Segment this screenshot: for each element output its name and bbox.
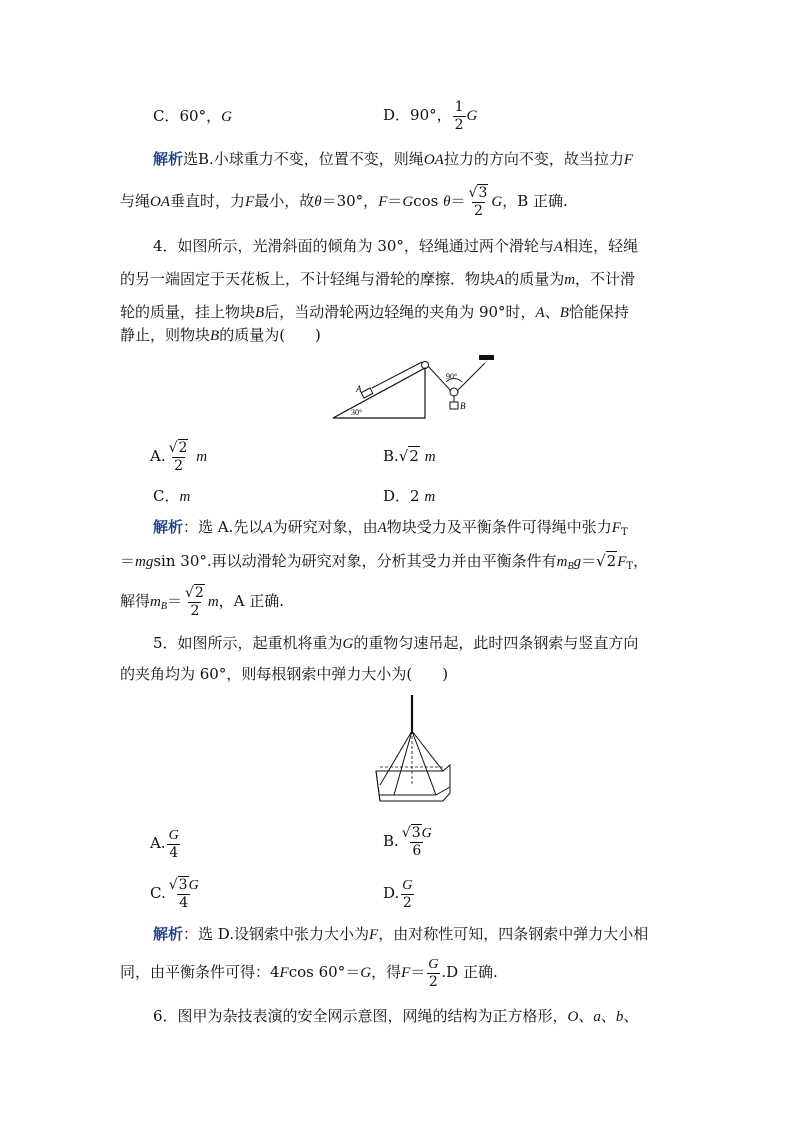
q4-line3: 轮的质量，挂上物块B后，当动滑轮两边轻绳的夹角为 90°时，A、B恰能保持 — [120, 303, 629, 321]
q5-option-c: C. $\frac{√3G}{4}$ — [150, 876, 199, 911]
steel-rope-1 — [380, 731, 412, 785]
q4-option-a: A. $\frac{√2}{2}$ m — [150, 439, 208, 474]
q3-solution-line1: 解析选B.小球重力不变，位置不变，则绳OA拉力的方向不变，故当拉力F — [153, 150, 633, 168]
q3-solution-line2: 与绳OA垂直时，力F最小，故θ＝30°，F＝Gcos θ＝ $\frac{√3}{2}$ G，B 正确. — [120, 184, 568, 219]
steel-rope-3 — [412, 731, 436, 795]
q5-option-a: A. $\frac{G}{4}$ — [150, 827, 179, 861]
label-b: B — [460, 401, 466, 411]
q6-line1: 6．图甲为杂技表演的安全网示意图，网绳的结构为正方格形，O、a、b、 — [153, 1007, 639, 1025]
steel-rope-4 — [412, 731, 443, 771]
label-30deg: 30° — [351, 408, 363, 417]
incline-triangle — [333, 368, 425, 418]
q4-incline-pulley-figure — [330, 352, 502, 424]
q4-line2: 的另一端固定于天花板上，不计轻绳与滑轮的摩擦．物块A的质量为m，不计滑 — [120, 270, 636, 288]
q5-line2: 的夹角均为 60°，则每根钢索中弹力大小为( ) — [120, 665, 449, 683]
q4-option-b: B.√2 m — [383, 447, 436, 465]
q5-solution-line2: 同，由平衡条件可得：4Fcos 60°＝G，得F＝ $\frac{G}{2}$ .D 正确. — [120, 956, 498, 990]
q5-crane-figure — [372, 693, 452, 810]
q5-option-b: B. $\frac{√3G}{6}$ — [383, 824, 432, 859]
block-b — [450, 402, 458, 409]
rope-incline — [372, 362, 422, 388]
moving-pulley — [450, 388, 458, 396]
load-edge-3 — [376, 771, 380, 801]
q5-solution-line1: 解析：选 D.设钢索中张力大小为F，由对称性可知，四条钢索中弹力大小相 — [153, 925, 649, 943]
ceiling-mount — [479, 355, 494, 360]
q4-solution-line3: 解得$m_B=$ $\frac{√2}{2}$ m，A 正确. — [120, 584, 285, 619]
solution-label: 解析 — [153, 150, 184, 168]
block-a — [361, 388, 373, 398]
q4-solution-line2: ＝mgsin 30°.再以动滑轮为研究对象，分析其受力并由平衡条件有$m_Bg=√2F_T$， — [120, 552, 649, 572]
rope-right — [457, 363, 485, 391]
q5-option-d: D. $\frac{G}{2}$ — [383, 877, 413, 911]
q5-line1: 5．如图所示，起重机将重为G的重物匀速吊起，此时四条钢索与竖直方向 — [153, 634, 639, 652]
q3-option-c: C．60°，G — [153, 107, 232, 125]
q3-option-d: D．90°， $\frac{1}{2}$ G — [383, 98, 478, 133]
label-90deg: 90° — [446, 372, 458, 381]
q4-solution-line1: 解析：选 A.先以A为研究对象，由A物块受力及平衡条件可得绳中张力$F_T$ — [153, 518, 628, 538]
steel-rope-2 — [394, 731, 412, 795]
q4-option-c: C．m — [153, 487, 191, 505]
q4-line4: 静止，则物块B的质量为( ) — [120, 326, 321, 344]
label-a: A — [356, 384, 362, 394]
q4-line1: 4．如图所示，光滑斜面的倾角为 30°，轻绳通过两个滑轮与A相连，轻绳 — [153, 237, 639, 255]
load-box — [376, 765, 450, 801]
q4-option-d: D．2 m — [383, 487, 436, 505]
load-edge-2 — [436, 787, 450, 795]
